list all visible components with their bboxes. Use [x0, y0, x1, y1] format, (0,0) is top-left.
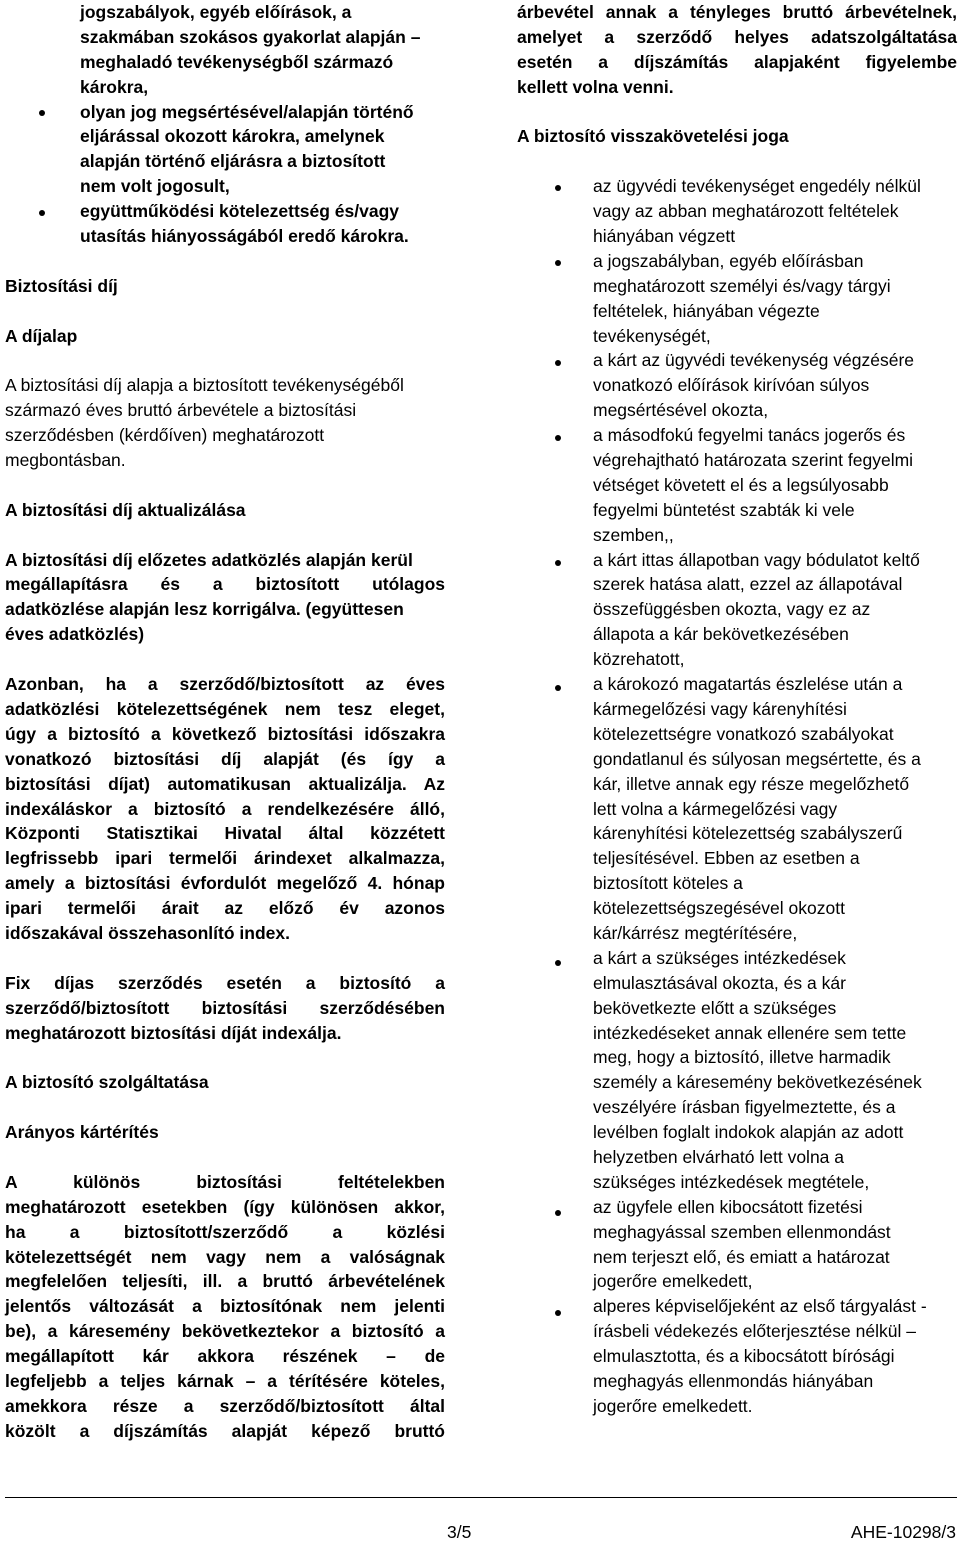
text-line: meg, hogy a biztosító, illetve harmadik	[593, 1047, 891, 1068]
text-line: fegyelmi büntetést szabták ki vele	[593, 499, 855, 520]
text-line: be), a káresemény bekövetkeztekor a biztosító a	[5, 1321, 445, 1342]
text-line: veszélyére írásban figyelmeztette, és a	[593, 1097, 896, 1118]
page-number: 3/5	[447, 1522, 472, 1542]
bullet-icon	[555, 260, 561, 266]
paragraph-dijalap	[5, 373, 445, 473]
right-column	[517, 0, 957, 1419]
heading-aktualizalas: A biztosítási díj aktualizálása	[5, 499, 246, 520]
text-line: A különös biztosítási feltételekben	[5, 1171, 445, 1192]
paragraph-azonban	[5, 672, 445, 946]
text-line: helyzetben elvárható lett volna a	[593, 1146, 844, 1167]
text-line: szakmában szokásos gyakorlat alapján –	[80, 26, 421, 47]
text-line: utasítás hiányosságából eredő károkra.	[80, 226, 409, 247]
text-line: a jogszabályban, egyéb előírásban	[593, 250, 864, 271]
text-line: A biztosítási díj előzetes adatközlés alapján kerül	[5, 549, 413, 570]
text-line: Központi Statisztikai Hivatal által közzétett	[5, 823, 445, 844]
text-line: meghatározott esetekben (így különösen akkor,	[5, 1196, 445, 1217]
text-line: amelyet a szerződő helyes adatszolgáltatása	[517, 26, 957, 47]
text-line: alapján történő eljárásra a biztosított	[80, 151, 386, 172]
text-line: adatközlési kötelezettségének nem tesz eleget,	[5, 698, 445, 719]
text-line: közrehatott,	[593, 649, 685, 670]
list-item	[593, 1195, 957, 1295]
text-line: elmulasztotta, és a kibocsátott bírósági	[593, 1346, 895, 1367]
bullet-icon	[555, 360, 561, 366]
bullet-icon	[39, 210, 45, 216]
text-line: szerek hatása alatt, ezzel az állapotával	[593, 574, 903, 595]
text-line: hiányában végzett	[593, 226, 736, 247]
text-line: kár, illetve annak egy része megelőzhető	[593, 773, 910, 794]
text-line: Fix díjas szerződés esetén a biztosító a	[5, 972, 445, 993]
text-line: az ügyvédi tevékenységet engedély nélkül	[593, 176, 921, 197]
text-line: jogerőre emelkedett,	[593, 1271, 753, 1292]
text-line: eljárással okozott károkra, amelynek	[80, 126, 385, 147]
text-line: kárenyhítési kötelezettség szabályszerű	[593, 823, 903, 844]
text-line: éves adatközlés)	[5, 624, 145, 645]
text-line: biztosítási díjat) automatikusan aktualizálja. Az	[5, 773, 445, 794]
list-item	[593, 174, 957, 249]
bullet-icon	[555, 1310, 561, 1316]
text-line: intézkedéseket annak ellenére sem tette	[593, 1022, 907, 1043]
exclusion-item-1	[5, 0, 445, 100]
text-line: meghatározott személyi és/vagy tárgyi	[593, 275, 891, 296]
heading-szolgaltatas: A biztosító szolgáltatása	[5, 1072, 209, 1093]
heading-biztositasi-dij: Biztosítási díj	[5, 275, 118, 296]
bullet-icon	[555, 685, 561, 691]
text-line: a másodfokú fegyelmi tanács jogerős és	[593, 425, 906, 446]
text-line: meghatározott biztosítási díját indexálja.	[5, 1022, 342, 1043]
document-code: AHE-10298/3	[850, 1522, 956, 1542]
text-line: vonatkozó biztosítási díj alapját (és így a	[5, 748, 445, 769]
heading-aranyos-karterites: Arányos kártérítés	[5, 1122, 159, 1143]
bullet-icon	[39, 110, 45, 116]
text-line: meghagyás ellenmondás hiányában	[593, 1370, 874, 1391]
text-line: írásbeli védekezés előterjesztése nélkül –	[593, 1321, 916, 1342]
list-item	[593, 946, 957, 1195]
list-item	[593, 1294, 957, 1418]
text-line: jogszabályok, egyéb előírások, a	[80, 2, 352, 22]
text-line: megsértésével okozta,	[593, 400, 769, 421]
paragraph-arbevetel-cont	[517, 0, 957, 100]
text-line: levélben foglalt indokok alapján az adott	[593, 1122, 904, 1143]
text-line: gondatlanul és súlyosan megsértette, és a	[593, 748, 921, 769]
text-line: megállapításra és a biztosított utólagos	[5, 574, 445, 595]
text-line: bekövetkezte előtt a szükséges	[593, 997, 837, 1018]
text-line: jelentős változását a biztosítónak nem jelenti	[5, 1296, 445, 1317]
text-line: megfelelően teljesíti, ill. a bruttó árbevételének	[5, 1271, 445, 1292]
text-line: legfrissebb ipari termelői árindexet alkalmazza,	[5, 848, 445, 869]
exclusion-item-3	[5, 199, 445, 249]
exclusion-item-2	[5, 100, 445, 200]
text-line: lett volna a kármegelőzési vagy	[593, 798, 838, 819]
list-item	[593, 348, 957, 423]
text-line: szemben,,	[593, 524, 674, 545]
text-line: ha a biztosított/szerződő a közlési	[5, 1221, 445, 1242]
text-line: kellett volna venni.	[517, 76, 674, 97]
bullet-icon	[555, 560, 561, 566]
text-line: szükséges intézkedések megtétele,	[593, 1171, 870, 1192]
text-line: a kárt ittas állapotban vagy bódulatot keltő	[593, 549, 920, 570]
bullet-icon	[555, 435, 561, 441]
text-line: amekkora része a szerződő/biztosított által	[5, 1395, 445, 1416]
text-line: esetén a díjszámítás alapjaként figyelembe	[517, 51, 957, 72]
text-line: meghagyással szemben ellenmondást	[593, 1221, 891, 1242]
text-line: tevékenységét,	[593, 325, 711, 346]
paragraph-aktualizalas	[5, 548, 445, 648]
text-line: károkra,	[80, 76, 149, 97]
text-line: olyan jog megsértésével/alapján történő	[80, 101, 414, 122]
text-line: szerződésben (kérdőíven) meghatározott	[5, 425, 325, 446]
text-line: vonatkozó előírások kirívóan súlyos	[593, 375, 870, 396]
text-line: kármegelőzési vagy kárenyhítési	[593, 698, 847, 719]
text-line: úgy a biztosító a következő biztosítási időszakra	[5, 723, 445, 744]
text-line: árbevétel annak a tényleges bruttó árbevételnek,	[517, 2, 957, 22]
text-line: megbontásban.	[5, 450, 126, 471]
text-line: Azonban, ha a szerződő/biztosított az éves	[5, 674, 445, 695]
paragraph-kulonos-feltetelek	[5, 1170, 445, 1444]
heading-visszakoveteles: A biztosító visszakövetelési joga	[517, 126, 789, 147]
text-line: A biztosítási díj alapja a biztosított tevékenységéből	[5, 375, 404, 396]
text-line: meghaladó tevékenységből származó	[80, 51, 394, 72]
text-line: a kárt az ügyvédi tevékenység végzésére	[593, 350, 915, 371]
text-line: összefüggésben okozta, vagy ez az	[593, 599, 871, 620]
text-line: közölt a díjszámítás alapját képező bruttó	[5, 1420, 445, 1441]
text-line: származó éves bruttó árbevétele a biztosítási	[5, 400, 357, 421]
text-line: kár/kárrész megtérítésére,	[593, 922, 798, 943]
text-line: állapota a kár bekövetkezésében	[593, 624, 849, 645]
recourse-list	[517, 174, 957, 1419]
heading-dijalap: A díjalap	[5, 325, 78, 346]
text-line: vétséget követett el és a legsúlyosabb	[593, 474, 889, 495]
text-line: biztosított köteles a	[593, 873, 743, 894]
text-line: alperes képviselőjeként az első tárgyalást -	[593, 1296, 927, 1317]
list-item	[593, 672, 957, 946]
text-line: jogerőre emelkedett.	[593, 1395, 753, 1416]
text-line: legfeljebb a teljes kárnak – a térítésére köteles,	[5, 1370, 445, 1391]
text-line: adatközlése alapján lesz korrigálva. (együttesen	[5, 599, 404, 620]
text-line: személy a káresemény bekövetkezésének	[593, 1072, 922, 1093]
bullet-icon	[555, 185, 561, 191]
text-line: ipari termelői árait az előző év azonos	[5, 898, 445, 919]
left-column	[5, 0, 445, 1444]
text-line: feltételek, hiányában végezte	[593, 300, 820, 321]
text-line: az ügyfele ellen kibocsátott fizetési	[593, 1196, 863, 1217]
list-item	[593, 548, 957, 672]
text-line: időszakával összehasonlító index.	[5, 922, 290, 943]
text-line: a kárt a szükséges intézkedések	[593, 947, 846, 968]
text-line: indexáláskor a biztosító a rendelkezésére álló,	[5, 798, 445, 819]
list-item	[593, 249, 957, 349]
text-line: végrehajtható határozata szerint fegyelmi	[593, 450, 914, 471]
bullet-icon	[555, 960, 561, 966]
list-item	[593, 423, 957, 547]
text-line: kötelezettségre vonatkozó szabályokat	[593, 723, 894, 744]
text-line: amely a biztosítási évfordulót megelőző 4. hónap	[5, 873, 445, 894]
text-line: nem volt jogosult,	[80, 176, 230, 197]
text-line: kötelezettségszegésével okozott	[593, 898, 845, 919]
footer-divider	[5, 1497, 957, 1498]
text-line: kötelezettségét nem vagy nem a valóságnak	[5, 1246, 445, 1267]
text-line: elmulasztásával okozta, és a kár	[593, 972, 846, 993]
text-line: szerződő/biztosított biztosítási szerződésében	[5, 997, 445, 1018]
text-line: együttműködési kötelezettség és/vagy	[80, 201, 399, 222]
bullet-icon	[555, 1210, 561, 1216]
text-line: vagy az abban meghatározott feltételek	[593, 201, 899, 222]
text-line: megállapított kár akkora részének – de	[5, 1346, 445, 1367]
text-line: nem terjeszt elő, és emiatt a határozat	[593, 1246, 890, 1267]
paragraph-fix-dijas	[5, 971, 445, 1046]
text-line: a károkozó magatartás észlelése után a	[593, 674, 903, 695]
text-line: teljesítésével. Ebben az esetben a	[593, 848, 860, 869]
